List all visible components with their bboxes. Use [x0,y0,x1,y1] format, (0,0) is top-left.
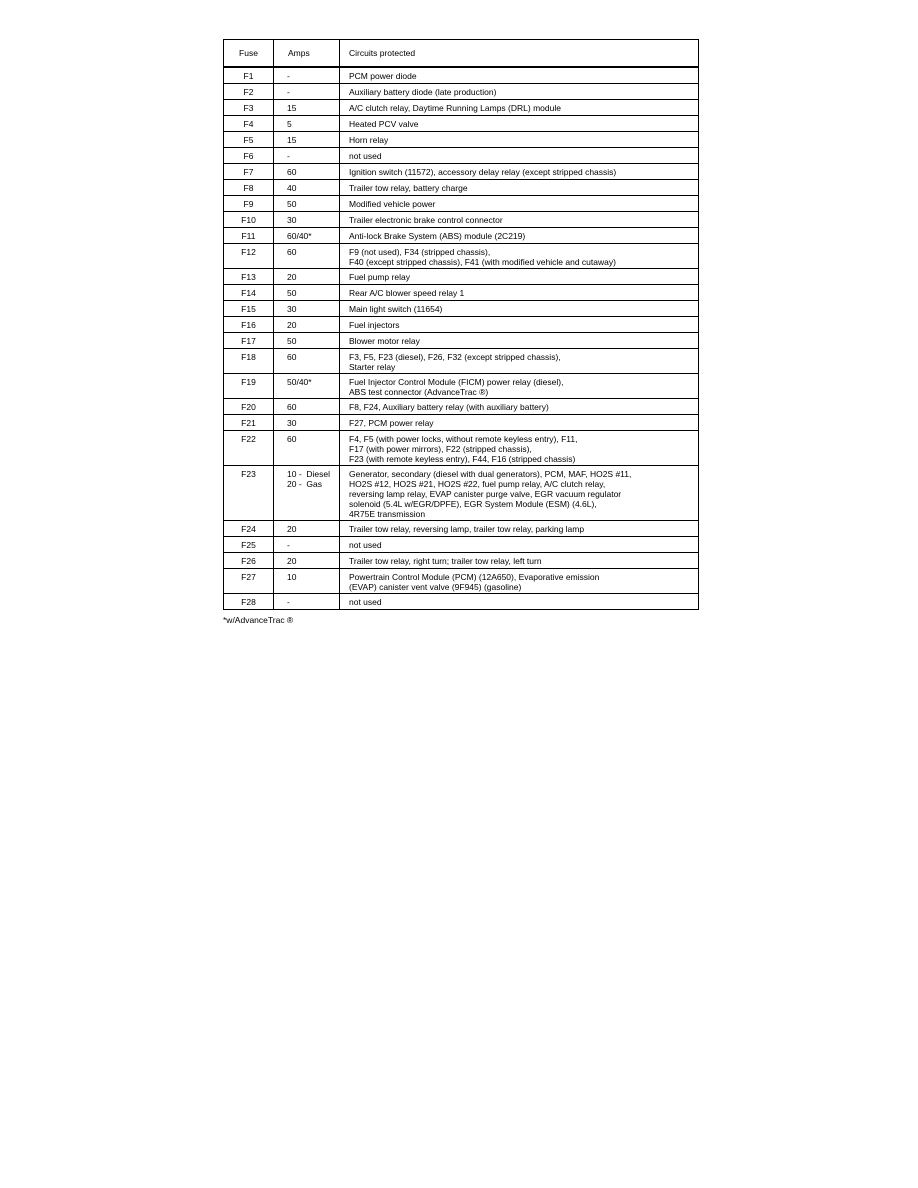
table-row [224,132,699,148]
header-circuits: Circuits protected [340,40,699,68]
fuse-cell: F8 [224,180,274,196]
fuse-cell: F23 [224,466,274,521]
fuse-cell: F26 [224,553,274,569]
table-row [224,349,699,374]
amps-cell: 15 [274,132,340,148]
table-row [224,67,699,84]
amps-cell: 15 [274,100,340,116]
circuits-cell: F9 (not used), F34 (stripped chassis), F40 (except stripped chassis), F41 (with modified vehicle and cutaway) [340,244,699,269]
fuse-cell: F1 [224,67,274,84]
circuits-cell: Powertrain Control Module (PCM) (12A650), Evaporative emission (EVAP) canister vent valve (9F945) (gasoline) [340,569,699,594]
circuits-cell: F8, F24, Auxiliary battery relay (with auxiliary battery) [340,399,699,415]
fuse-cell: F5 [224,132,274,148]
fuse-cell: F2 [224,84,274,100]
table-row [224,164,699,180]
fuse-table [223,39,699,610]
table-row [224,180,699,196]
amps-cell: 60/40* [274,228,340,244]
fuse-cell: F10 [224,212,274,228]
amps-cell: 60 [274,399,340,415]
table-row [224,244,699,269]
amps-cell: 10 - Diesel 20 - Gas [274,466,340,521]
fuse-cell: F4 [224,116,274,132]
table-row [224,431,699,466]
circuits-cell: Horn relay [340,132,699,148]
circuits-cell: Ignition switch (11572), accessory delay relay (except stripped chassis) [340,164,699,180]
fuse-cell: F19 [224,374,274,399]
circuits-cell: Auxiliary battery diode (late production) [340,84,699,100]
fuse-cell: F18 [224,349,274,374]
amps-cell: 50 [274,333,340,349]
fuse-cell: F13 [224,269,274,285]
amps-cell: - [274,84,340,100]
fuse-cell: F15 [224,301,274,317]
fuse-cell: F22 [224,431,274,466]
fuse-cell: F6 [224,148,274,164]
header-amps: Amps [274,40,340,68]
amps-cell: 10 [274,569,340,594]
fuse-cell: F3 [224,100,274,116]
amps-cell: - [274,537,340,553]
circuits-cell: F4, F5 (with power locks, without remote keyless entry), F11, F17 (with power mirrors), F22 (stripped chassis), F23 (with remote keyless entry), F44, F16 (stripped chassis) [340,431,699,466]
fuse-cell: F27 [224,569,274,594]
table-row [224,594,699,610]
fuse-cell: F14 [224,285,274,301]
fuse-cell: F9 [224,196,274,212]
fuse-cell: F17 [224,333,274,349]
circuits-cell: Trailer tow relay, reversing lamp, trailer tow relay, parking lamp [340,521,699,537]
table-row [224,569,699,594]
fuse-cell: F21 [224,415,274,431]
amps-cell: 60 [274,431,340,466]
amps-cell: - [274,594,340,610]
table-row [224,285,699,301]
table-row [224,374,699,399]
table-row [224,415,699,431]
circuits-cell: not used [340,148,699,164]
fuse-cell: F25 [224,537,274,553]
fuse-cell: F11 [224,228,274,244]
circuits-cell: Main light switch (11654) [340,301,699,317]
amps-cell: 30 [274,301,340,317]
circuits-cell: Generator, secondary (diesel with dual generators), PCM, MAF, HO2S #11, HO2S #12, HO2S #21, HO2S #22, fuel pump relay, A/C clutch relay, reversing lamp relay, EVAP canister purge valve, EGR vacuum regulator solenoid (5.4L w/EGR/DPFE), EGR System Module (ESM) (4.6L), 4R75E transmission [340,466,699,521]
circuits-cell: Modified vehicle power [340,196,699,212]
amps-cell: 30 [274,415,340,431]
table-row [224,466,699,521]
footnote: *w/AdvanceTrac ® [223,615,294,625]
amps-cell: 20 [274,269,340,285]
table-row [224,100,699,116]
table-row [224,196,699,212]
table-row [224,228,699,244]
table-row [224,521,699,537]
table-row [224,212,699,228]
circuits-cell: Fuel pump relay [340,269,699,285]
table-row [224,301,699,317]
amps-cell: 50/40* [274,374,340,399]
circuits-cell: Trailer tow relay, battery charge [340,180,699,196]
amps-cell: 60 [274,349,340,374]
table-row [224,537,699,553]
table-body [224,67,699,610]
amps-cell: - [274,67,340,84]
amps-cell: 20 [274,317,340,333]
fuse-cell: F12 [224,244,274,269]
circuits-cell: Heated PCV valve [340,116,699,132]
circuits-cell: Fuel Injector Control Module (FICM) power relay (diesel), ABS test connector (AdvanceTrac ®) [340,374,699,399]
table-row [224,399,699,415]
table-header-row [224,40,699,68]
amps-cell: 50 [274,196,340,212]
amps-cell: 60 [274,244,340,269]
fuse-cell: F28 [224,594,274,610]
table-row [224,116,699,132]
circuits-cell: F27, PCM power relay [340,415,699,431]
amps-cell: 60 [274,164,340,180]
circuits-cell: PCM power diode [340,67,699,84]
amps-cell: 5 [274,116,340,132]
table-row [224,84,699,100]
amps-cell: 40 [274,180,340,196]
amps-cell: 20 [274,553,340,569]
circuits-cell: Blower motor relay [340,333,699,349]
circuits-cell: Anti-lock Brake System (ABS) module (2C219) [340,228,699,244]
amps-cell: 30 [274,212,340,228]
fuse-cell: F16 [224,317,274,333]
circuits-cell: Rear A/C blower speed relay 1 [340,285,699,301]
table-row [224,553,699,569]
header-fuse: Fuse [224,40,274,68]
table-row [224,333,699,349]
fuse-cell: F20 [224,399,274,415]
circuits-cell: not used [340,537,699,553]
fuse-cell: F24 [224,521,274,537]
fuse-cell: F7 [224,164,274,180]
circuits-cell: A/C clutch relay, Daytime Running Lamps (DRL) module [340,100,699,116]
circuits-cell: not used [340,594,699,610]
circuits-cell: Trailer tow relay, right turn; trailer tow relay, left turn [340,553,699,569]
table-row [224,269,699,285]
circuits-cell: Trailer electronic brake control connector [340,212,699,228]
amps-cell: 50 [274,285,340,301]
circuits-cell: Fuel injectors [340,317,699,333]
circuits-cell: F3, F5, F23 (diesel), F26, F32 (except stripped chassis), Starter relay [340,349,699,374]
table-row [224,317,699,333]
table-row [224,148,699,164]
amps-cell: - [274,148,340,164]
amps-cell: 20 [274,521,340,537]
